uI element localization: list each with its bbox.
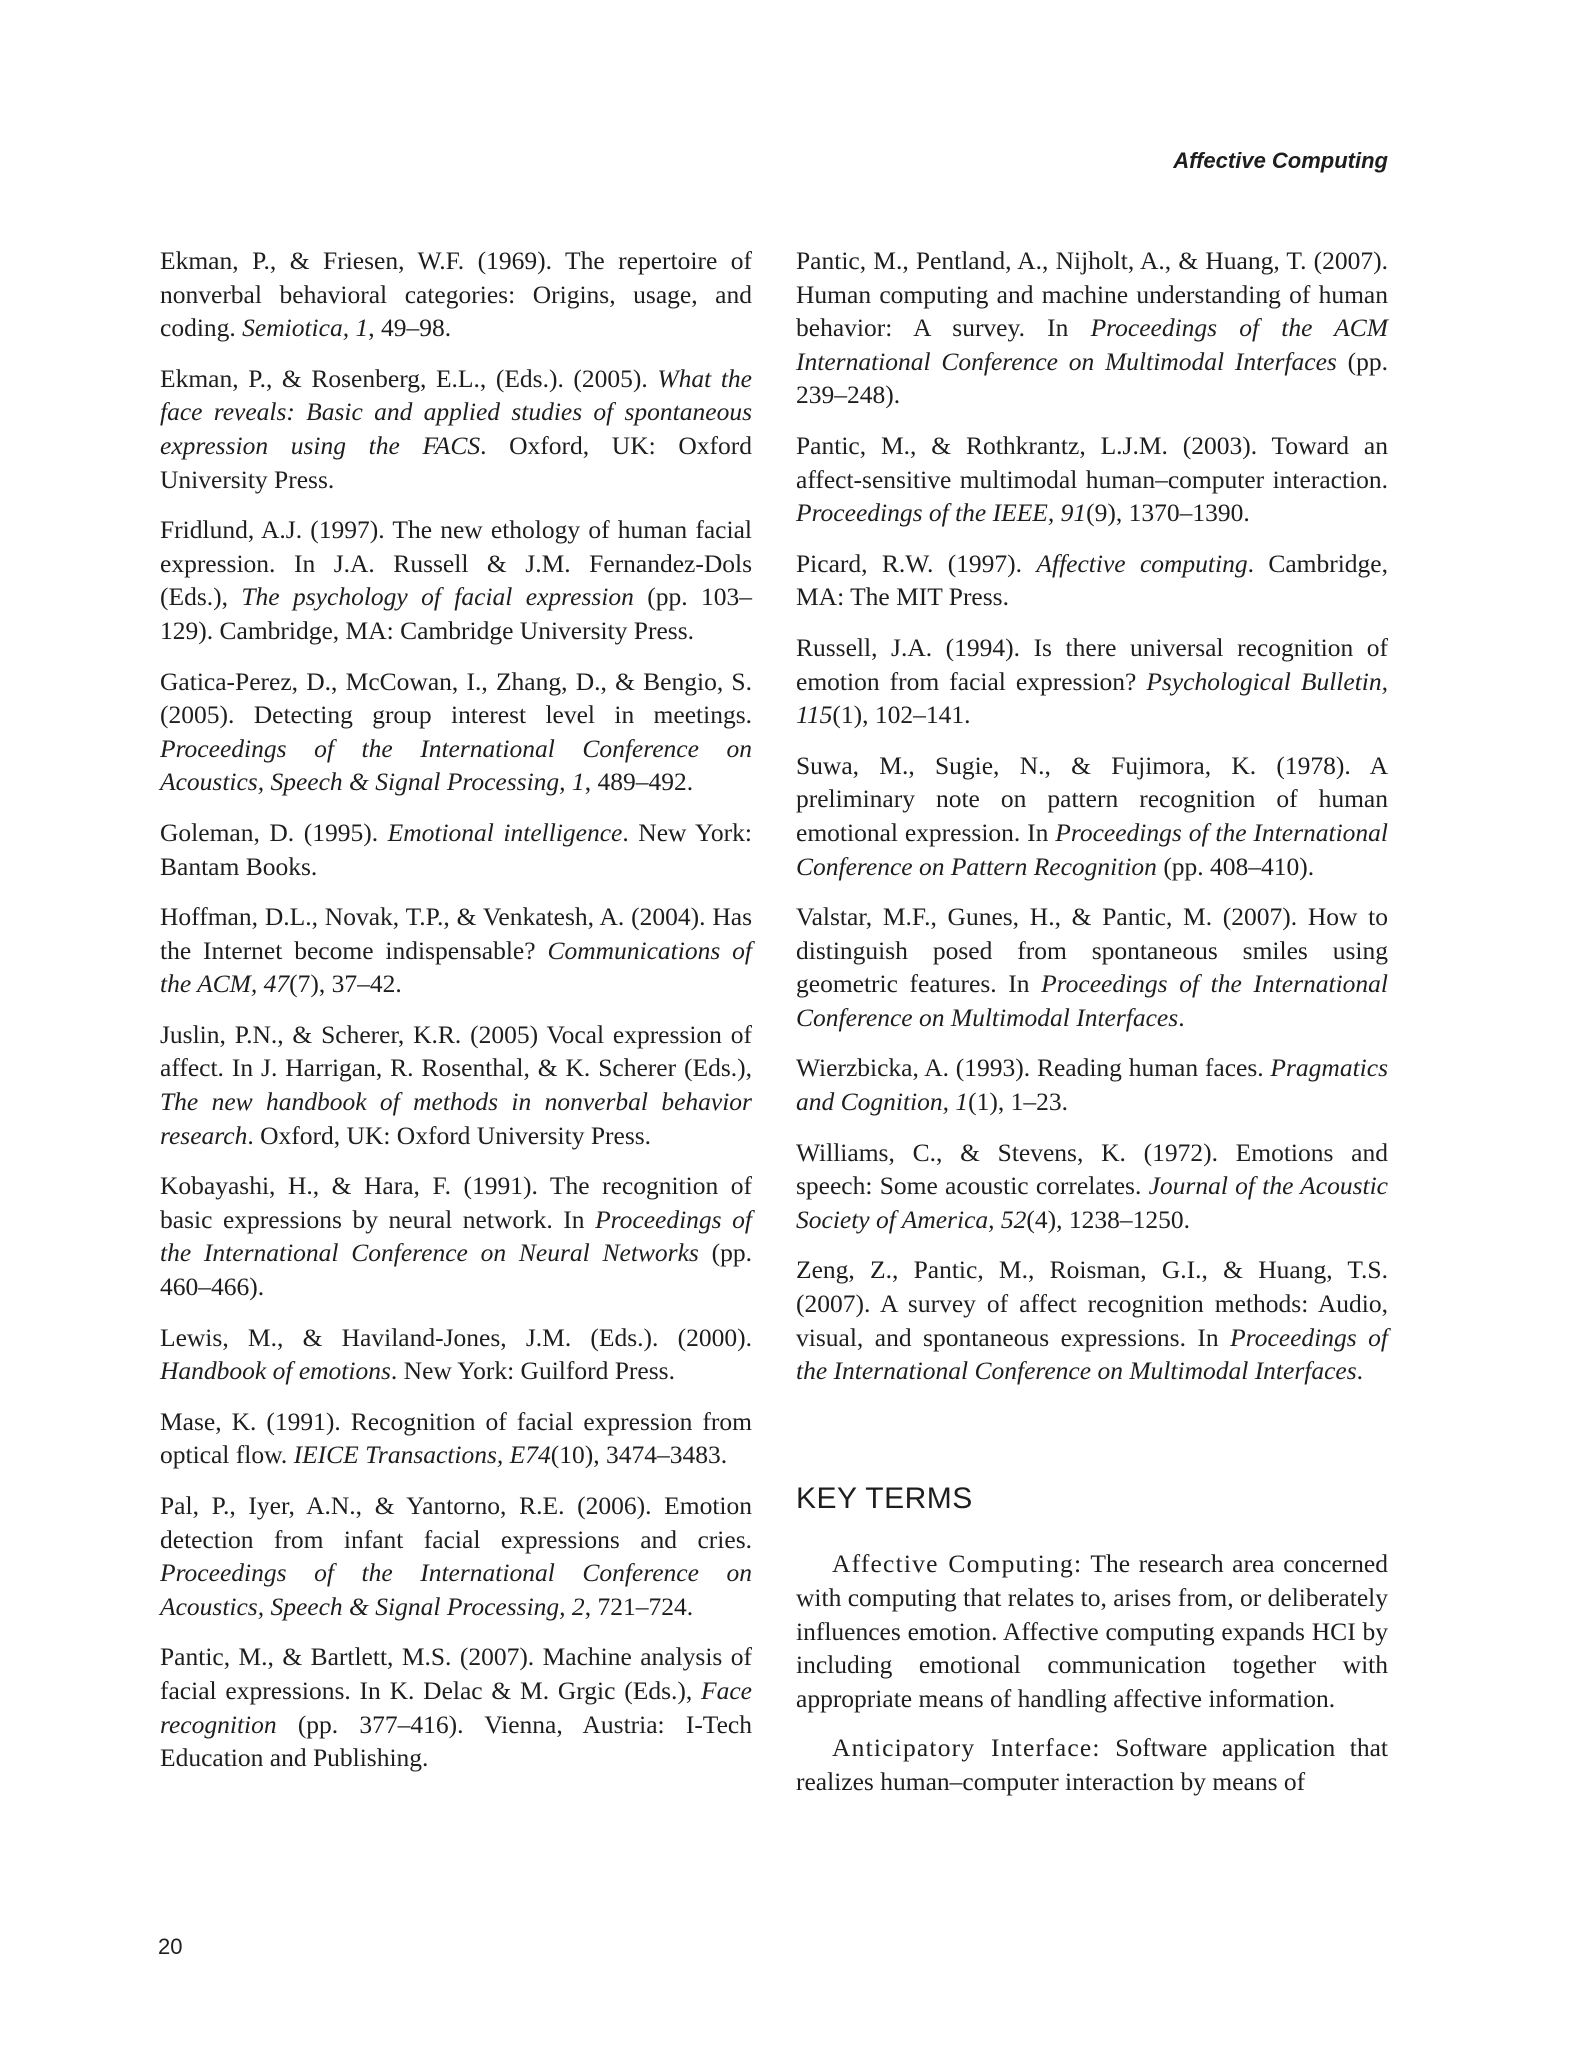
reference-entry: Pantic, M., Pentland, A., Nijholt, A., & Huang, T. (2007). Human computing and machine understanding of human behavior: A survey. In Proceedings of the ACM International Conference on Multimodal Interfaces (pp. 239–248). bbox=[796, 246, 1388, 410]
page-number: 20 bbox=[158, 1934, 183, 1959]
reference-entry: Pal, P., Iyer, A.N., & Yantorno, R.E. (2006). Emotion detection from infant facial expressions and cries. Proceedings of the International Conference on Acoustics, Speech & Signal Processing, 2, 721–724. bbox=[160, 1491, 752, 1621]
reference-entry: Russell, J.A. (1994). Is there universal recognition of emotion from facial expression? Psychological Bulletin, 115(1), 102–141. bbox=[796, 632, 1388, 730]
key-term-definition: Software application that realizes human–computer interaction by means of bbox=[796, 1733, 1388, 1796]
reference-entry: Goleman, D. (1995). Emotional intelligence. New York: Bantam Books. bbox=[160, 817, 752, 881]
reference-entry: Pantic, M., & Bartlett, M.S. (2007). Machine analysis of facial expressions. In K. Delac & M. Grgic (Eds.), Face recognition (pp. 377–416). Vienna, Austria: I-Tech Education and Publishing. bbox=[160, 1642, 752, 1773]
reference-entry: Kobayashi, H., & Hara, F. (1991). The recognition of basic expressions by neural network. In Proceedings of the International Conference on Neural Networks (pp. 460–466). bbox=[160, 1171, 752, 1302]
key-term-name: Affective Computing: bbox=[832, 1549, 1083, 1579]
reference-entry: Zeng, Z., Pantic, M., Roisman, G.I., & Huang, T.S. (2007). A survey of affect recognition methods: Audio, visual, and spontaneous expressions. In Proceedings of the International Conference on Multimodal Interfaces. bbox=[796, 1255, 1388, 1386]
reference-entry: Ekman, P., & Rosenberg, E.L., (Eds.). (2005). What the face reveals: Basic and applied studies of spontaneous expression using the FACS. Oxford, UK: Oxford University Press. bbox=[160, 363, 752, 494]
references-column-left bbox=[160, 244, 752, 1792]
key-term-definition: The research area concerned with computing that relates to, arises from, or deliberately influences emotion. Affective computing expands HCI by including emotional communication together with appropriate means of handling affective information. bbox=[796, 1549, 1388, 1713]
reference-entry: Lewis, M., & Haviland-Jones, J.M. (Eds.). (2000). Handbook of emotions. New York: Guilford Press. bbox=[160, 1322, 752, 1386]
reference-entry: Gatica-Perez, D., McCowan, I., Zhang, D., & Bengio, S. (2005). Detecting group interest level in meetings. Proceedings of the International Conference on Acoustics, Speech & Signal Processing, 1, 489–492. bbox=[160, 666, 752, 797]
reference-entry: Mase, K. (1991). Recognition of facial expression from optical flow. IEICE Transactions, E74(10), 3474–3483. bbox=[160, 1406, 752, 1470]
reference-entry: Hoffman, D.L., Novak, T.P., & Venkatesh, A. (2004). Has the Internet become indispensable? Communications of the ACM, 47(7), 37–42. bbox=[160, 902, 753, 999]
key-term-entry bbox=[796, 1547, 1388, 1715]
key-term-name: Anticipatory Interface: bbox=[832, 1733, 1101, 1763]
reference-entry: Wierzbicka, A. (1993). Reading human faces. Pragmatics and Cognition, 1(1), 1–23. bbox=[796, 1053, 1388, 1117]
reference-entry: Valstar, M.F., Gunes, H., & Pantic, M. (2007). How to distinguish posed from spontaneous smiles using geometric features. In Proceedings of the International Conference on Multimodal Interfaces. bbox=[796, 902, 1388, 1032]
key-terms-heading: KEY TERMS bbox=[796, 1481, 973, 1515]
reference-entry: Ekman, P., & Friesen, W.F. (1969). The repertoire of nonverbal behavioral categories: Origins, usage, and coding. Semiotica, 1, 49–98. bbox=[160, 246, 752, 343]
key-term-entry bbox=[796, 1731, 1388, 1798]
references-column-right bbox=[796, 244, 1388, 1815]
reference-entry: Picard, R.W. (1997). Affective computing. Cambridge, MA: The MIT Press. bbox=[796, 548, 1388, 612]
reference-entry: Juslin, P.N., & Scherer, K.R. (2005) Vocal expression of affect. In J. Harrigan, R. Rosenthal, & K. Scherer (Eds.), The new handbook of methods in nonverbal behavior research. Oxford, UK: Oxford University Press. bbox=[160, 1019, 752, 1150]
reference-entry: Pantic, M., & Rothkrantz, L.J.M. (2003). Toward an affect-sensitive multimodal human–computer interaction. Proceedings of the IEEE, 91(9), 1370–1390. bbox=[796, 430, 1388, 528]
reference-entry: Fridlund, A.J. (1997). The new ethology of human facial expression. In J.A. Russell & J.M. Fernandez-Dols (Eds.), The psychology of facial expression (pp. 103–129). Cambridge, MA: Cambridge University Press. bbox=[160, 515, 753, 645]
running-head-title: Affective Computing bbox=[1173, 148, 1388, 173]
reference-entry: Williams, C., & Stevens, K. (1972). Emotions and speech: Some acoustic correlates. Journal of the Acoustic Society of America, 52(4), 1238–1250. bbox=[796, 1137, 1388, 1234]
reference-entry: Suwa, M., Sugie, N., & Fujimora, K. (1978). A preliminary note on pattern recognition of human emotional expression. In Proceedings of the International Conference on Pattern Recognition (pp. 408–410). bbox=[796, 750, 1389, 881]
